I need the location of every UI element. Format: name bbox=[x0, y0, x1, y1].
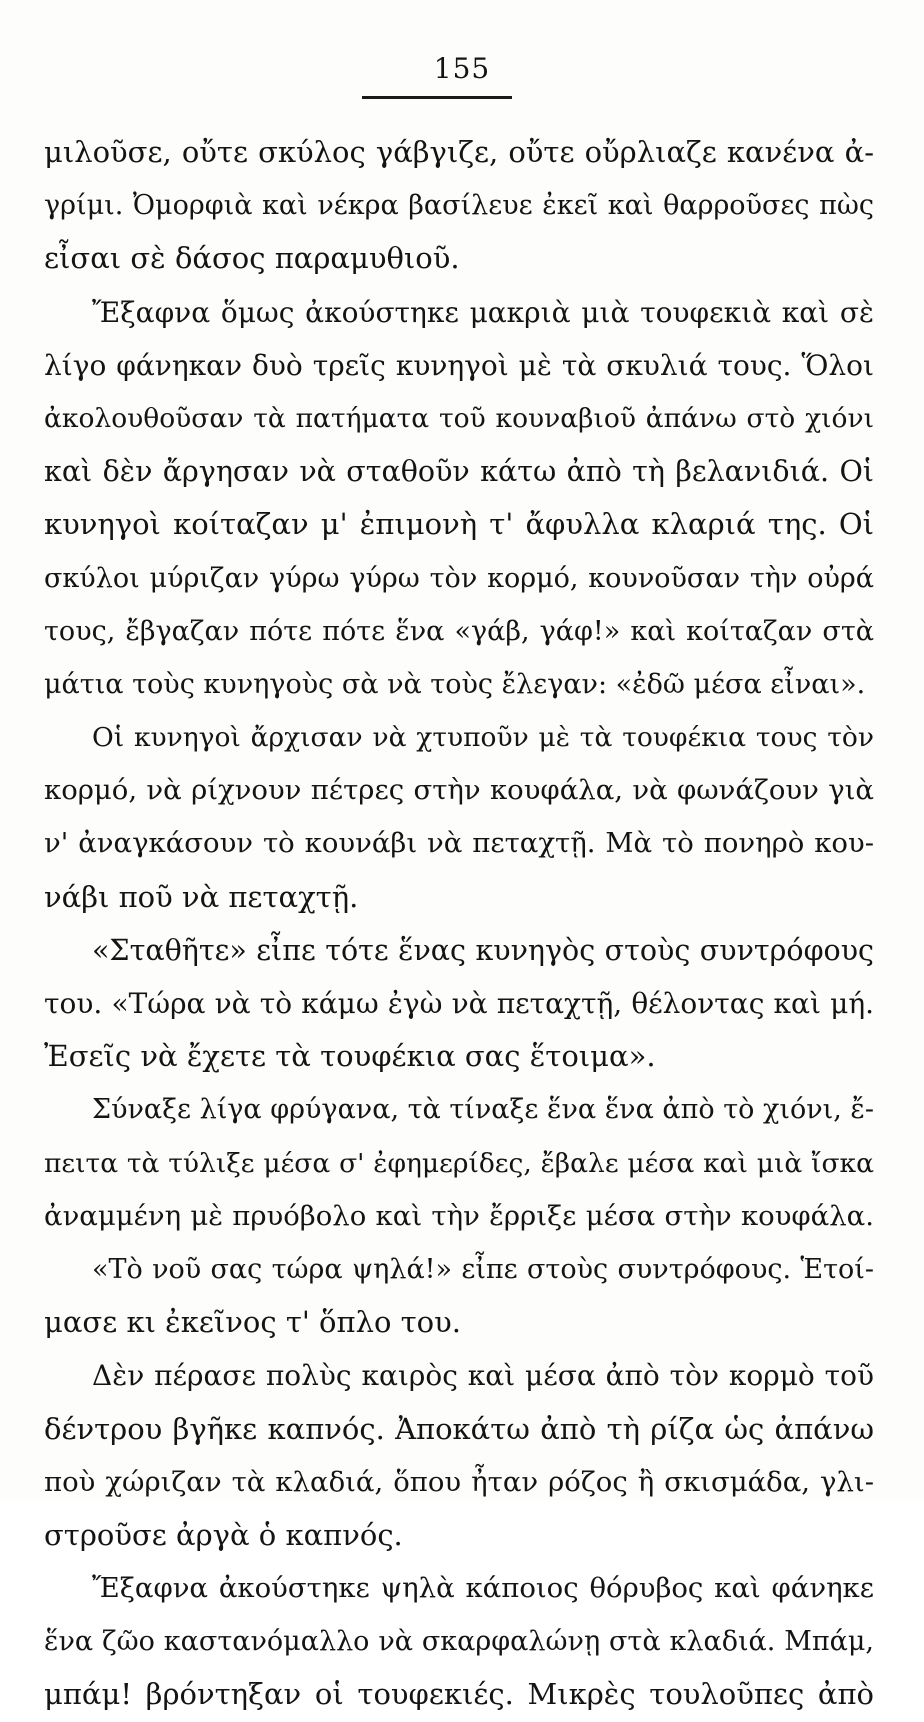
text-line: του. «Τώρα νὰ τὸ κάμω ἐγὼ νὰ πεταχτῇ, θέλοντας καὶ μή. bbox=[44, 987, 874, 1020]
text-line: πειτα τὰ τύλιξε μέσα σ' ἐφημερίδες, ἔβαλε μέσα καὶ μιὰ ἴσκα bbox=[44, 1147, 874, 1179]
page-number-rule bbox=[362, 96, 512, 99]
text-line: ν' ἀναγκάσουν τὸ κουνάβι νὰ πεταχτῇ. Μὰ τὸ πονηρὸ κου- bbox=[44, 827, 874, 860]
text-line: Ἐσεῖς νὰ ἔχετε τὰ τουφέκια σας ἕτοιμα». bbox=[44, 1039, 656, 1074]
text-line: στροῦσε ἀργὰ ὁ καπνός. bbox=[44, 1517, 403, 1552]
text-line: Ἔξαφνα ὅμως ἀκούστηκε μακριὰ μιὰ τουφεκιὰ καὶ σὲ bbox=[92, 295, 874, 329]
text-line: Σύναξε λίγα φρύγανα, τὰ τίναξε ἕνα ἕνα ἀπὸ τὸ χιόνι, ἔ- bbox=[92, 1094, 874, 1126]
text-line: Οἱ κυνηγοὶ ἄρχισαν νὰ χτυποῦν μὲ τὰ τουφέκια τους τὸν bbox=[92, 722, 874, 754]
text-line: μπάμ! βρόντηξαν οἱ τουφεκιές. Μικρὲς τουλοῦπες ἀπὸ bbox=[44, 1677, 874, 1712]
text-line: μιλοῦσε, οὔτε σκύλος γάβγιζε, οὔτε οὔρλιαζε κανένα ἀ- bbox=[44, 135, 874, 169]
text-line: εἶσαι σὲ δάσος παραμυθιοῦ. bbox=[44, 241, 460, 276]
text-line: μάτια τοὺς κυνηγοὺς σὰ νὰ τοὺς ἔλεγαν: «ἐδῶ μέσα εἶναι». bbox=[44, 668, 866, 700]
text-line: δέντρου βγῆκε καπνός. Ἀποκάτω ἀπὸ τὴ ρίζα ὡς ἀπάνω bbox=[44, 1411, 874, 1446]
text-line: κυνηγοὶ κοίταζαν μ' ἐπιμονὴ τ' ἄφυλλα κλαριά της. Οἱ bbox=[44, 507, 874, 542]
text-line: ἕνα ζῶο καστανόμαλλο νὰ σκαρφαλώνῃ στὰ κλαδιά. Μπάμ, bbox=[44, 1626, 874, 1658]
text-line: «Σταθῆτε» εἶπε τότε ἕνας κυνηγὸς στοὺς συντρόφους bbox=[92, 933, 874, 967]
text-line: Ἔξαφνα ἀκούστηκε ψηλὰ κάποιος θόρυβος καὶ φάνηκε bbox=[92, 1572, 874, 1605]
text-line: μασε κι ἐκεῖνος τ' ὅπλο του. bbox=[44, 1305, 461, 1340]
text-line: σκύλοι μύριζαν γύρω γύρω τὸν κορμό, κουνοῦσαν τὴν οὐρά bbox=[44, 562, 874, 594]
text-line: «Τὸ νοῦ σας τώρα ψηλά!» εἶπε στοὺς συντρόφους. Ἑτοί- bbox=[92, 1253, 874, 1285]
text-line: ἀναμμένη μὲ πρυόβολο καὶ τὴν ἔρριξε μέσα στὴν κουφάλα. bbox=[44, 1199, 874, 1232]
text-line: γρίμι. Ὀμορφιὰ καὶ νέκρα βασίλευε ἐκεῖ καὶ θαρροῦσες πὼς bbox=[44, 190, 874, 222]
text-line: Δὲν πέρασε πολὺς καιρὸς καὶ μέσα ἀπὸ τὸν κορμὸ τοῦ bbox=[92, 1359, 874, 1393]
text-line: τους, ἔβγαζαν πότε πότε ἕνα «γάβ, γάφ!» καὶ κοίταζαν στὰ bbox=[44, 615, 874, 647]
page-number: 155 bbox=[433, 52, 491, 85]
text-line: νάβι ποῦ νὰ πεταχτῇ. bbox=[44, 879, 359, 914]
text-line: λίγο φάνηκαν δυὸ τρεῖς κυνηγοὶ μὲ τὰ σκυλιά τους. Ὅλοι bbox=[44, 348, 874, 382]
text-line: κορμό, νὰ ρίχνουν πέτρες στὴν κουφάλα, νὰ φωνάζουν γιὰ bbox=[44, 774, 874, 807]
text-line: καὶ δὲν ἄργησαν νὰ σταθοῦν κάτω ἀπὸ τὴ βελανιδιά. Οἱ bbox=[44, 455, 874, 489]
body-text bbox=[44, 126, 874, 1722]
text-line: ποὺ χώριζαν τὰ κλαδιά, ὅπου ἦταν ρόζος ἢ σκισμάδα, γλι- bbox=[44, 1465, 874, 1498]
text-line: ἀκολουθοῦσαν τὰ πατήματα τοῦ κουναβιοῦ ἀπάνω στὸ χιόνι bbox=[44, 402, 874, 434]
